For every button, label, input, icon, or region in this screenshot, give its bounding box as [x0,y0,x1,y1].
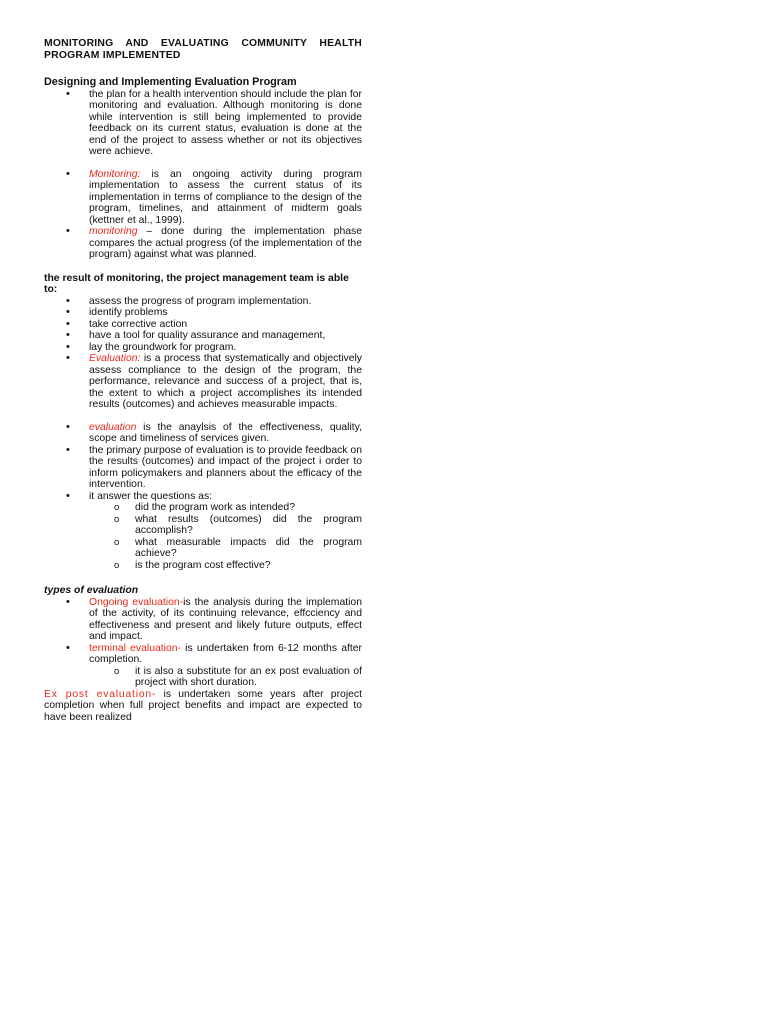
list-item-terminal [44,643,362,666]
list-item: • take corrective action [44,319,362,331]
terminal-sub-list [44,666,362,689]
list-item: • identify problems [44,307,362,319]
term-evaluation-2: evaluation [89,421,137,433]
list-item-plan: • the plan for a health intervention should include the plan for monitoring and evaluation. Although monitoring is done while intervention is still being implemented to provide feedback on its current status, evaluation is done at the end of the project to assess whether or not its objectives were achieve. [44,89,362,158]
result-list [44,296,362,503]
title-line-2: PROGRAM IMPLEMENTED [44,49,181,61]
section1-list [44,89,362,261]
types-list [44,597,362,666]
term-ongoing: Ongoing evaluation- [89,596,184,608]
list-item-purpose: • the primary purpose of evaluation is to provide feedback on the results (outcomes) and impact of the project i order to inform policymakers and planners about the efficacy of the intervention. [44,445,362,491]
list-item: • have a tool for quality assurance and management, [44,330,362,342]
definition-monitoring-2: – done during the implementation phase compares the actual progress (of the implementation of the program) against what was planned. [89,226,362,260]
section-heading-designing: Designing and Implementing Evaluation Program [44,76,297,88]
question-item: o is the program cost effective? [44,560,362,572]
term-monitoring: Monitoring: [89,168,141,180]
question-item: o what results (outcomes) did the program accomplish? [44,514,362,537]
definition-ongoing: is the analysis during the implemation of the activity, of its continuing relevance, effcciency and effectiveness and present and likely future outputs, effect and impact. [89,596,362,642]
title-line-1: MONITORING AND EVALUATING COMMUNITY HEALTH [44,38,362,49]
term-monitoring-2: monitoring [89,226,138,237]
questions-intro: it answer the questions as: [89,490,213,502]
list-item-evaluation-2 [44,422,362,445]
definition-monitoring: is an ongoing activity during program implementation to assess the current status of its implementation in terms of compliance to the design of the program, timelines, and attainment of midterm goals (kettner et al., 1999). [89,168,362,226]
paragraph-expost [44,689,362,724]
questions-list [44,502,362,571]
types-heading: types of evaluation [44,585,139,596]
list-item-evaluation [44,353,362,411]
list-item-monitoring-phase [44,226,362,261]
term-expost: Ex post evaluation- [44,688,157,700]
list-item: • assess the progress of program implementation. [44,296,362,308]
result-heading: the result of monitoring, the project management team is able to: [44,272,349,295]
definition-evaluation: is a process that systematically and objectively assess compliance to the design of the program, the performance, relevance and success of a project, that is, the extent to which a project accomplishes its intended results (outcomes) and achieves measurable impacts. [89,353,362,410]
definition-terminal: is undertaken from 6-12 months after completion. [89,642,362,665]
question-item: o what measurable impacts did the program achieve? [44,537,362,560]
definition-expost: is undertaken some years after project completion when full project benefits and impact are expected to have been realized [44,688,362,723]
document-title [44,38,362,61]
term-terminal: terminal evaluation- [89,642,181,654]
definition-evaluation-2: is the anaylsis of the effectiveness, quality, scope and timeliness of services given. [89,421,362,444]
term-evaluation: Evaluation: [89,353,141,364]
list-item-monitoring [44,169,362,227]
terminal-sub-item: o it is also a substitute for an ex post evaluation of project with short duration. [44,666,362,689]
list-item-ongoing [44,597,362,643]
question-item: o did the program work as intended? [44,502,362,514]
list-item-questions [44,491,362,503]
list-item: • lay the groundwork for program. [44,342,362,354]
document-body [44,38,362,723]
